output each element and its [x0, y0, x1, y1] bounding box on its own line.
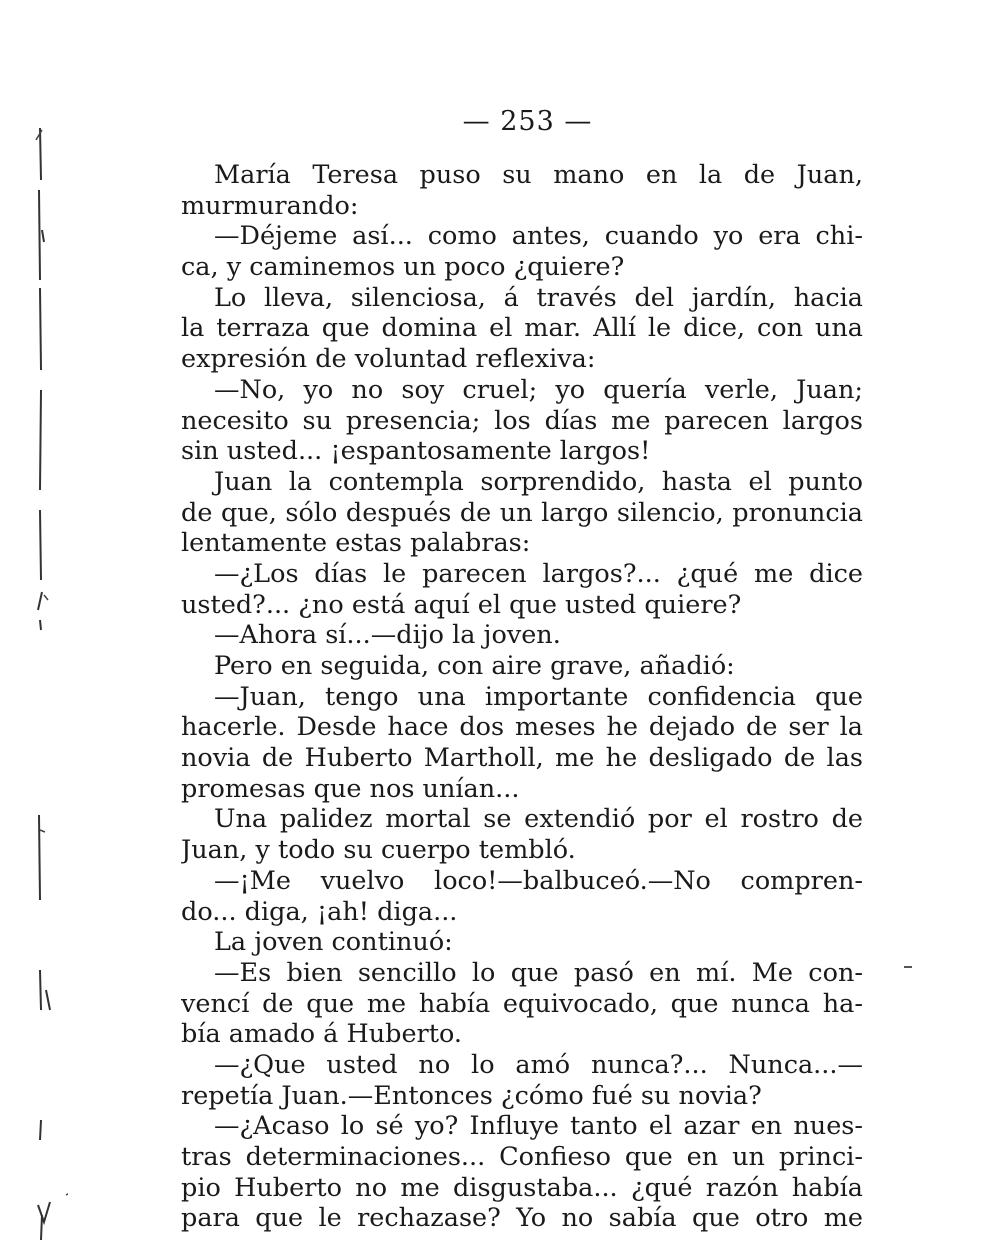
- text-line: la terraza que domina el mar. Allí le dice, con una: [181, 313, 863, 344]
- text-line: —¿Que usted no lo amó nunca?... Nunca...—: [214, 1049, 863, 1080]
- text-line: novia de Huberto Martholl, me he desligado de las: [181, 743, 863, 774]
- text-line: Juan la contempla sorprendido, hasta el punto: [214, 466, 863, 497]
- text-line: La joven continuó:: [214, 927, 453, 958]
- text-line: Lo lleva, silenciosa, á través del jardín, hacia: [214, 282, 863, 313]
- text-line: do... diga, ¡ah! diga...: [181, 896, 458, 927]
- text-line: para que le rechazase? Yo no sabía que otro me: [181, 1203, 863, 1234]
- text-line: de que, sólo después de un largo silencio, pronuncia: [181, 497, 863, 528]
- page-number: — 253 —: [462, 106, 593, 137]
- text-line: ca, y caminemos un poco ¿quiere?: [181, 252, 625, 283]
- text-line: bía amado á Huberto.: [181, 1019, 462, 1050]
- text-line: hacerle. Desde hace dos meses he dejado de ser la: [181, 712, 863, 743]
- text-line: —¿Los días le parecen largos?... ¿qué me dice: [214, 558, 863, 589]
- body-text: [181, 160, 863, 1234]
- scan-margin-marks: [28, 110, 68, 1250]
- text-line: —Déjeme así... como antes, cuando yo era chi-: [214, 221, 863, 252]
- text-line: —No, yo no soy cruel; yo quería verle, Juan;: [214, 374, 863, 405]
- text-line: tras determinaciones... Confieso que en un princi-: [181, 1142, 863, 1172]
- text-line: usted?... ¿no está aquí el que usted quiere?: [181, 589, 742, 620]
- text-line: lentamente estas palabras:: [181, 528, 531, 559]
- text-line: murmurando:: [181, 190, 359, 221]
- text-line: expresión de voluntad reflexiva:: [181, 344, 596, 375]
- text-line: María Teresa puso su mano en la de Juan,: [214, 160, 863, 190]
- text-line: pio Huberto no me disgustaba... ¿qué razón había: [181, 1172, 863, 1203]
- text-line: Pero en seguida, con aire grave, añadió:: [214, 651, 735, 681]
- text-line: promesas que nos unían...: [181, 773, 520, 804]
- text-line: necesito su presencia; los días me parecen largos: [181, 405, 863, 436]
- text-line: vencí de que me había equivocado, que nunca ha-: [181, 988, 863, 1019]
- text-line: Una palidez mortal se extendió por el rostro de: [214, 804, 863, 835]
- text-line: —Es bien sencillo lo que pasó en mí. Me con-: [214, 957, 863, 988]
- text-line: —Juan, tengo una importante confidencia que: [214, 681, 863, 712]
- text-line: —¿Acaso lo sé yo? Influye tanto el azar en nues-: [214, 1111, 863, 1142]
- text-line: sin usted... ¡espantosamente largos!: [181, 436, 651, 467]
- text-line: —¡Me vuelvo loco!—balbuceó.—No compren-: [214, 865, 863, 896]
- scan-speck: [904, 966, 912, 968]
- text-line: repetía Juan.—Entonces ¿cómo fué su novia?: [181, 1080, 762, 1111]
- text-line: —Ahora sí...—dijo la joven.: [214, 620, 561, 651]
- text-line: Juan, y todo su cuerpo tembló.: [181, 835, 576, 866]
